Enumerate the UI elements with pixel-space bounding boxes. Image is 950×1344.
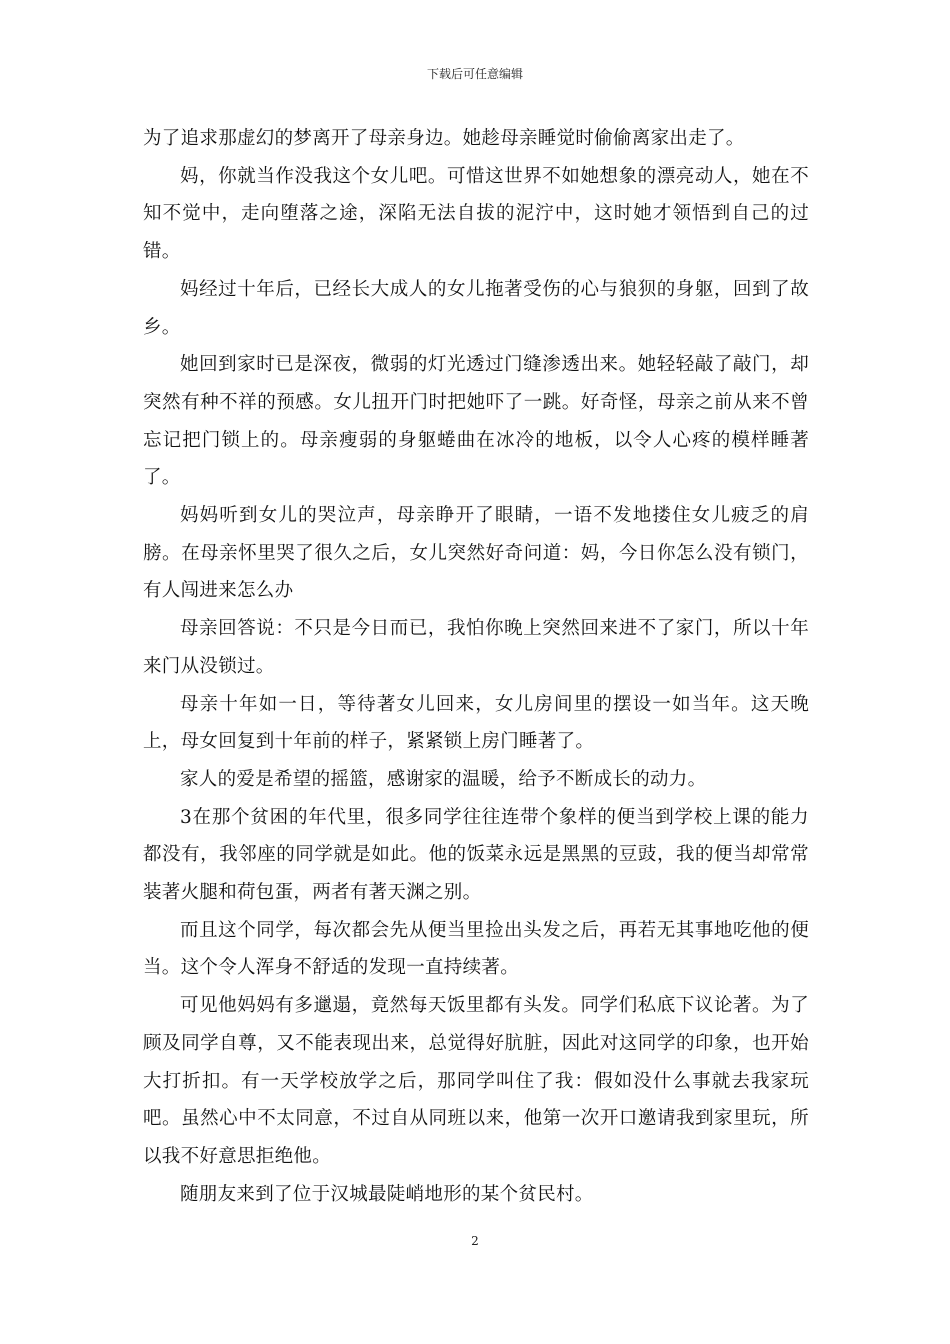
paragraph: 随朋友来到了位于汉城最陡峭地形的某个贫民村。 xyxy=(180,1183,594,1205)
paragraph: 家人的爱是希望的摇篮，感谢家的温暖，给予不断成长的动力。 xyxy=(180,768,707,790)
document-body xyxy=(143,120,809,1213)
paragraph: 妈妈听到女儿的哭泣声，母亲睁开了眼睛，一语不发地搂住女儿疲乏的肩膀。在母亲怀里哭了很久之后，女儿突然好奇问道：妈，今日你怎么没有锁门，有人闯进来怎么办 xyxy=(143,505,809,602)
page-header: 下载后可任意编辑 xyxy=(426,67,523,81)
paragraph: 可见他妈妈有多邋遢，竟然每天饭里都有头发。同学们私底下议论著。为了顾及同学自尊，又不能表现出来，总觉得好肮脏，因此对这同学的印象，也开始大打折扣。有一天学校放学之后，那同学叫住了我：假如没什么事就去我家玩吧。虽然心中不太同意，不过自从同班以来，他第一次开口邀请我到家里玩，所以我不好意思拒绝他。 xyxy=(143,995,809,1167)
paragraph: 她回到家时已是深夜，微弱的灯光透过门缝渗透出来。她轻轻敲了敲门，却突然有种不祥的预感。女儿扭开门时把她吓了一跳。好奇怪，母亲之前从来不曾忘记把门锁上的。母亲瘦弱的身躯蜷曲在冰冷的地板，以令人心疼的模样睡著了。 xyxy=(143,354,809,489)
paragraph: 妈，你就当作没我这个女儿吧。可惜这世界不如她想象的漂亮动人，她在不知不觉中，走向堕落之途，深陷无法自拔的泥泞中，这时她才领悟到自己的过错。 xyxy=(143,165,809,263)
paragraph: 母亲回答说：不只是今日而已，我怕你晚上突然回来进不了家门，所以十年来门从没锁过。 xyxy=(143,618,809,677)
paragraph: 3在那个贫困的年代里，很多同学往往连带个象样的便当到学校上课的能力都没有，我邻座的同学就是如此。他的饭菜永远是黑黑的豆豉，我的便当却常常装著火腿和荷包蛋，两者有著天渊之别。 xyxy=(143,806,809,904)
paragraph: 妈经过十年后，已经长大成人的女儿拖著受伤的心与狼狈的身躯，回到了故乡。 xyxy=(143,278,809,338)
paragraph: 而且这个同学，每次都会先从便当里捡出头发之后，再若无其事地吃他的便当。这个令人浑身不舒适的发现一直持续著。 xyxy=(143,919,809,979)
paragraph: 为了追求那虚幻的梦离开了母亲身边。她趁母亲睡觉时偷偷离家出走了。 xyxy=(143,128,745,149)
page-number: 2 xyxy=(471,1234,479,1248)
paragraph: 母亲十年如一日，等待著女儿回来，女儿房间里的摆设一如当年。这天晚上，母女回复到十年前的样子，紧紧锁上房门睡著了。 xyxy=(143,693,809,753)
